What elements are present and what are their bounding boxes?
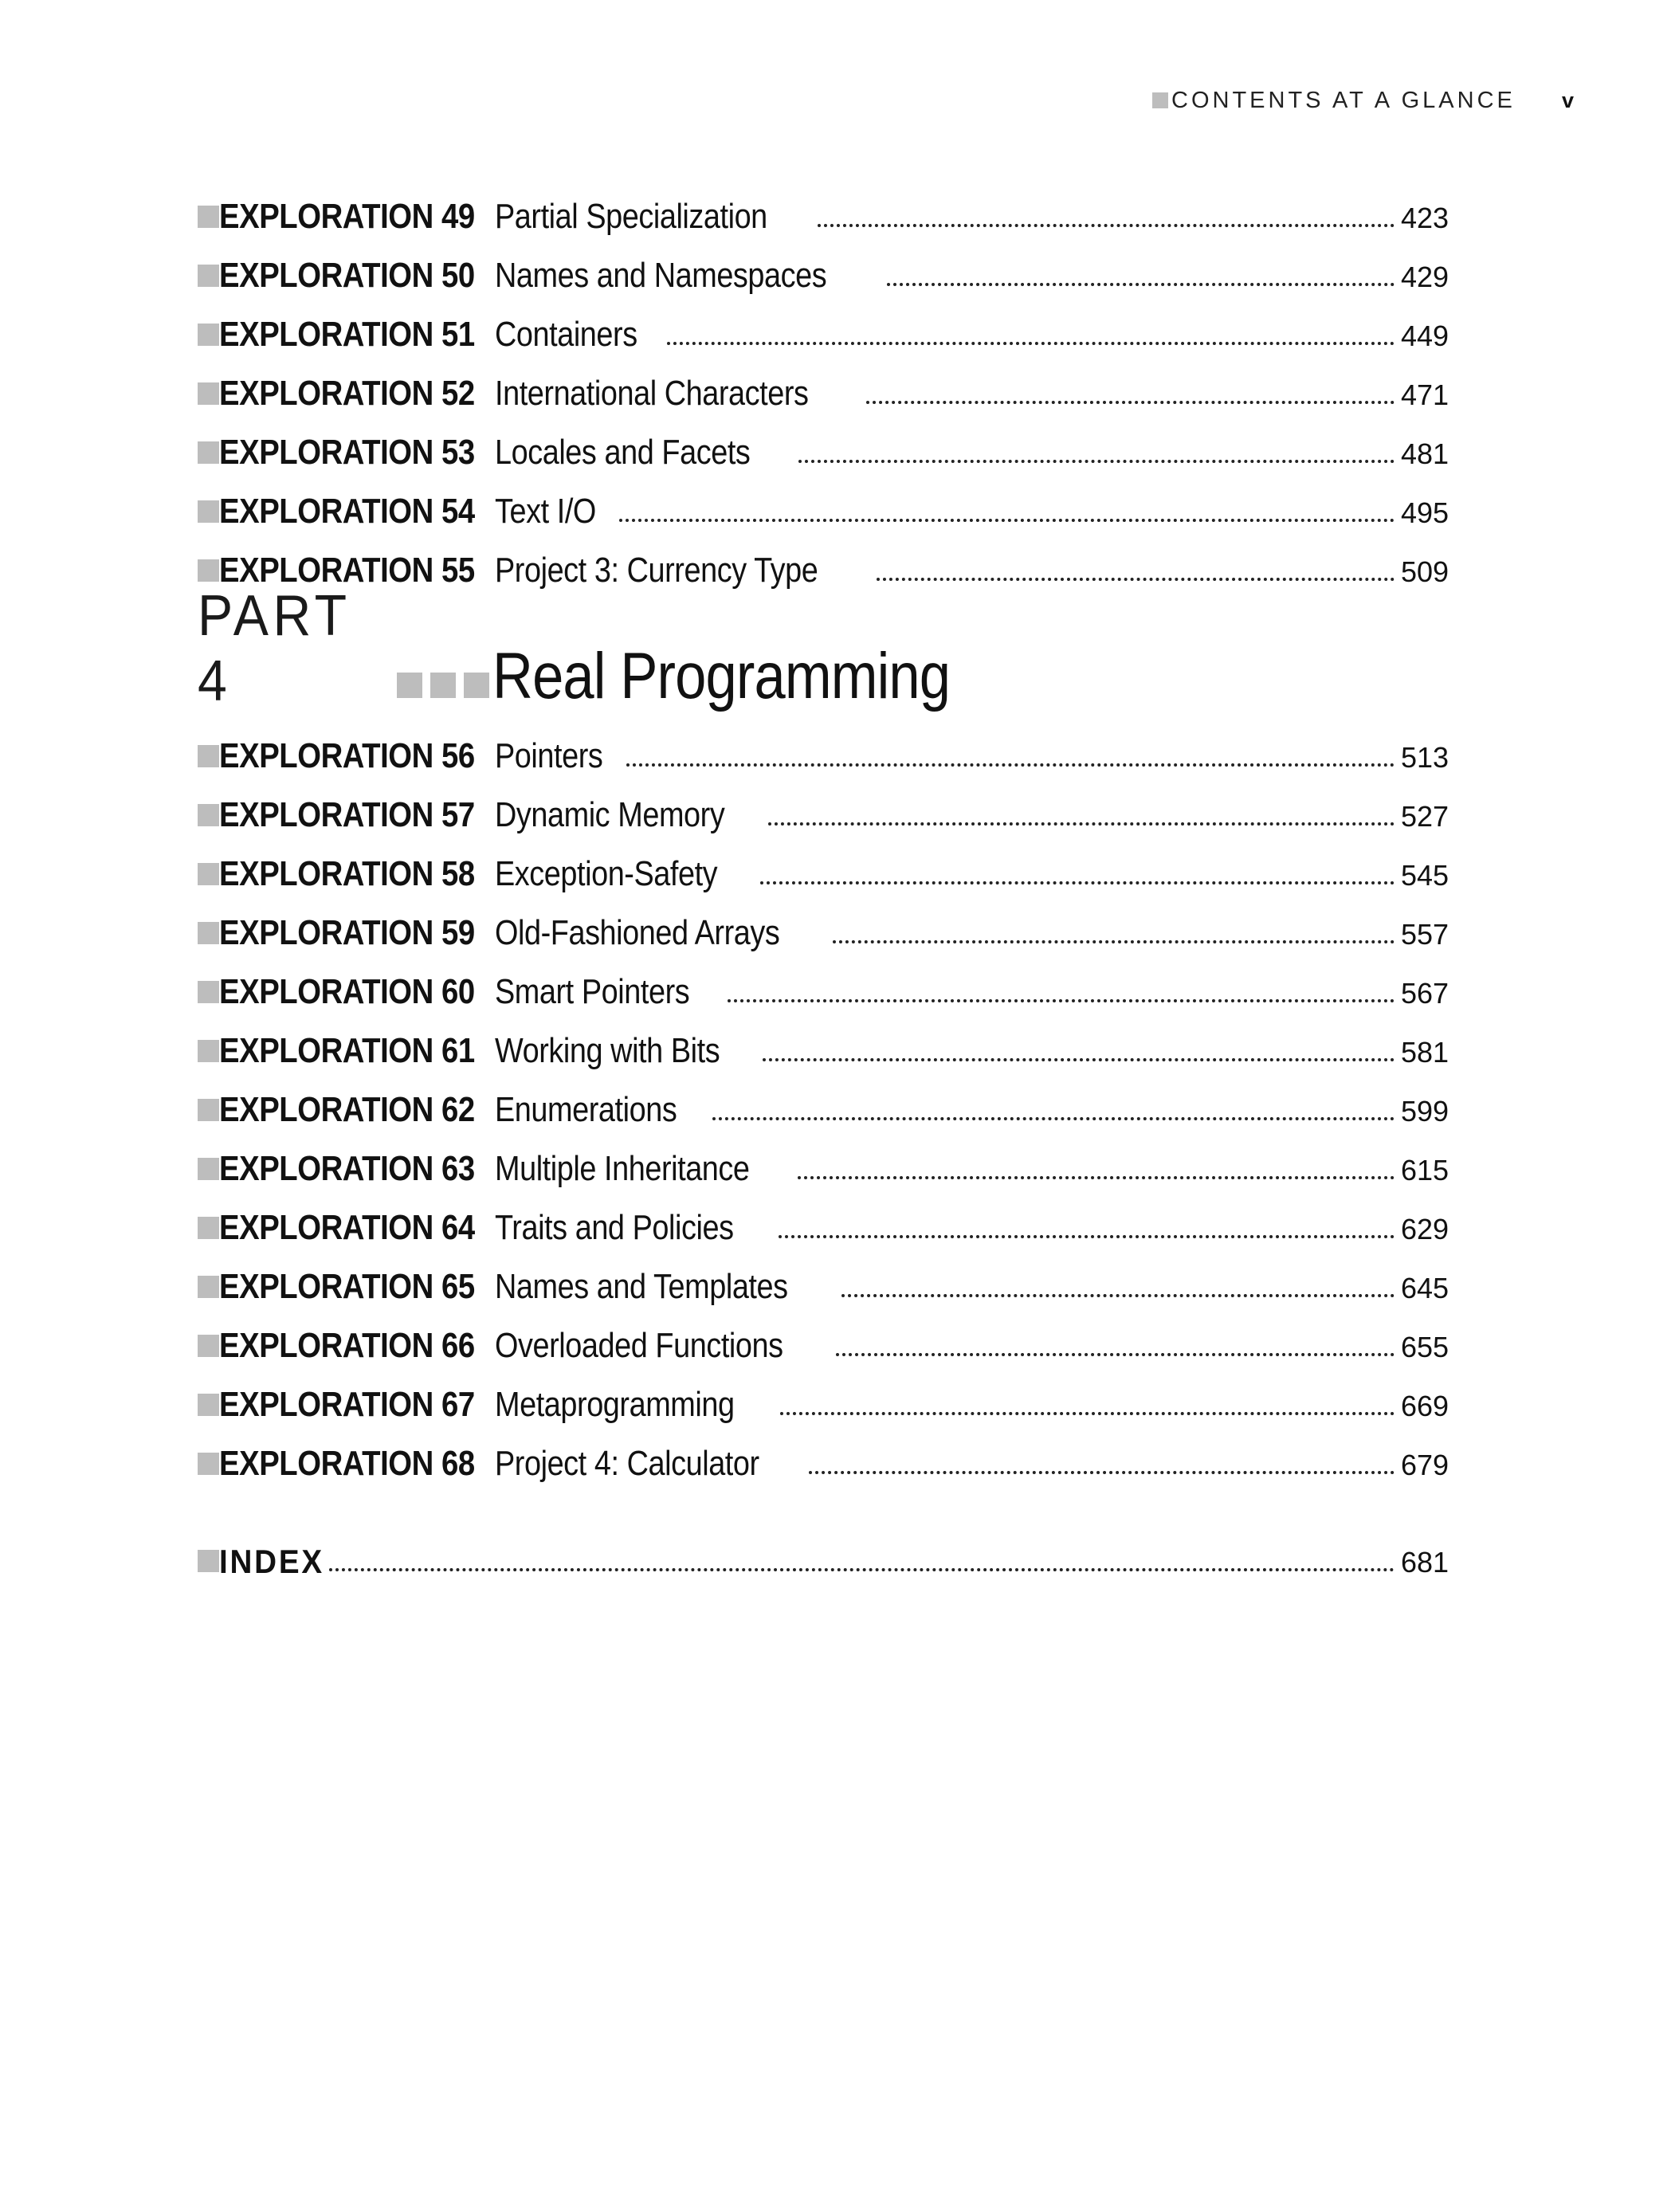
entry-label: EXPLORATION 59 bbox=[219, 913, 475, 952]
toc-entry[interactable] bbox=[198, 1085, 1447, 1130]
square-bullet-icon bbox=[1152, 92, 1168, 108]
entry-title[interactable]: Traits and Policies bbox=[495, 1208, 734, 1247]
entry-title[interactable]: Old-Fashioned Arrays bbox=[495, 913, 780, 952]
square-bullet-icon bbox=[397, 673, 422, 698]
square-bullet-icon bbox=[198, 1158, 219, 1180]
entry-label: EXPLORATION 52 bbox=[219, 374, 475, 413]
dot-leader bbox=[809, 1471, 1395, 1474]
dot-leader bbox=[779, 1235, 1395, 1238]
square-bullet-icon bbox=[198, 1335, 219, 1357]
square-bullet-icon bbox=[430, 673, 456, 698]
toc-entry[interactable] bbox=[198, 251, 1447, 296]
toc-entry[interactable] bbox=[198, 310, 1447, 355]
square-bullet-icon bbox=[198, 1276, 219, 1298]
square-bullet-icon bbox=[198, 1394, 219, 1416]
dot-leader bbox=[763, 1058, 1395, 1061]
entry-label: EXPLORATION 53 bbox=[219, 433, 475, 472]
dot-leader bbox=[780, 1412, 1395, 1415]
square-bullet-icon bbox=[198, 324, 219, 346]
square-bullet-icon bbox=[198, 981, 219, 1003]
toc-entry[interactable] bbox=[198, 1144, 1447, 1189]
entry-title[interactable]: Smart Pointers bbox=[495, 972, 690, 1011]
dot-leader bbox=[836, 1353, 1395, 1356]
entry-title[interactable]: Multiple Inheritance bbox=[495, 1149, 750, 1188]
entry-page: 449 bbox=[1401, 320, 1449, 352]
square-bullet-icon bbox=[198, 922, 219, 944]
square-bullet-icon bbox=[198, 1453, 219, 1475]
dot-leader bbox=[768, 822, 1395, 826]
entry-page: 429 bbox=[1401, 261, 1449, 293]
entry-title[interactable]: Project 4: Calculator bbox=[495, 1444, 759, 1483]
entry-page: 545 bbox=[1401, 859, 1449, 892]
dot-leader bbox=[798, 460, 1395, 463]
square-bullet-icon bbox=[198, 265, 219, 287]
entry-page: 669 bbox=[1401, 1390, 1449, 1422]
index-page: 681 bbox=[1401, 1546, 1449, 1579]
dot-leader bbox=[818, 224, 1395, 227]
dot-leader bbox=[841, 1294, 1395, 1297]
dot-leader bbox=[728, 999, 1395, 1002]
entry-label: EXPLORATION 57 bbox=[219, 795, 475, 834]
index-label[interactable]: INDEX bbox=[219, 1543, 324, 1580]
entry-page: 471 bbox=[1401, 378, 1449, 411]
entry-title[interactable]: Names and Namespaces bbox=[495, 256, 827, 295]
entry-label: EXPLORATION 66 bbox=[219, 1326, 475, 1365]
toc-entry[interactable] bbox=[198, 1203, 1447, 1248]
square-bullet-icon bbox=[198, 500, 219, 523]
toc-index-entry[interactable] bbox=[198, 1536, 1447, 1581]
entry-page: 513 bbox=[1401, 741, 1449, 774]
toc-entry[interactable] bbox=[198, 731, 1447, 776]
entry-page: 495 bbox=[1401, 496, 1449, 529]
toc-entry[interactable] bbox=[198, 849, 1447, 894]
dot-leader bbox=[619, 519, 1395, 522]
entry-title[interactable]: Working with Bits bbox=[495, 1031, 720, 1070]
toc-entry[interactable] bbox=[198, 1026, 1447, 1071]
part-title: Real Programming bbox=[492, 640, 951, 712]
entry-page: 423 bbox=[1401, 202, 1449, 234]
toc-entry[interactable] bbox=[198, 790, 1447, 835]
entry-title[interactable]: Names and Templates bbox=[495, 1267, 788, 1306]
page-folio: v bbox=[1562, 88, 1575, 112]
entry-label: EXPLORATION 49 bbox=[219, 197, 475, 236]
entry-label: EXPLORATION 51 bbox=[219, 315, 475, 354]
entry-title[interactable]: Containers bbox=[495, 315, 637, 354]
entry-title[interactable]: Text I/O bbox=[495, 492, 596, 531]
entry-label: EXPLORATION 63 bbox=[219, 1149, 475, 1188]
entry-title[interactable]: International Characters bbox=[495, 374, 809, 413]
entry-label: EXPLORATION 50 bbox=[219, 256, 475, 295]
dot-leader bbox=[887, 283, 1395, 286]
square-bullet-icon bbox=[198, 559, 219, 582]
square-bullet-icon bbox=[198, 863, 219, 885]
entry-label: EXPLORATION 56 bbox=[219, 736, 475, 775]
entry-page: 679 bbox=[1401, 1449, 1449, 1481]
entry-title[interactable]: Exception-Safety bbox=[495, 854, 718, 893]
dot-leader bbox=[626, 763, 1395, 767]
entry-title[interactable]: Overloaded Functions bbox=[495, 1326, 783, 1365]
square-bullet-icon bbox=[198, 1550, 219, 1572]
entry-page: 567 bbox=[1401, 977, 1449, 1010]
entry-page: 615 bbox=[1401, 1154, 1449, 1186]
square-bullet-icon bbox=[464, 673, 489, 698]
entry-page: 645 bbox=[1401, 1272, 1449, 1304]
toc-entry[interactable] bbox=[198, 1380, 1447, 1425]
running-head-text: CONTENTS AT A GLANCE bbox=[1171, 87, 1516, 113]
square-bullet-icon bbox=[198, 1099, 219, 1121]
entry-page: 557 bbox=[1401, 918, 1449, 951]
entry-title[interactable]: Partial Specialization bbox=[495, 197, 767, 236]
entry-page: 509 bbox=[1401, 555, 1449, 588]
toc-entry[interactable] bbox=[198, 908, 1447, 953]
toc-entry[interactable] bbox=[198, 487, 1447, 531]
square-bullet-icon bbox=[198, 1040, 219, 1062]
toc-entry[interactable] bbox=[198, 546, 1447, 590]
entry-page: 527 bbox=[1401, 800, 1449, 833]
entry-label: EXPLORATION 68 bbox=[219, 1444, 475, 1483]
part-heading bbox=[198, 584, 1025, 714]
entry-label: EXPLORATION 60 bbox=[219, 972, 475, 1011]
dot-leader bbox=[798, 1176, 1395, 1179]
entry-page: 481 bbox=[1401, 437, 1449, 470]
entry-title[interactable]: Project 3: Currency Type bbox=[495, 551, 818, 590]
entry-label: EXPLORATION 58 bbox=[219, 854, 475, 893]
entry-title[interactable]: Enumerations bbox=[495, 1090, 677, 1129]
entry-title[interactable]: Pointers bbox=[495, 736, 603, 775]
toc-entry[interactable] bbox=[198, 967, 1447, 1012]
part-divider bbox=[397, 673, 489, 698]
toc-entry[interactable] bbox=[198, 428, 1447, 473]
dot-leader bbox=[866, 401, 1395, 404]
dot-leader bbox=[833, 940, 1395, 943]
entry-label: EXPLORATION 65 bbox=[219, 1267, 475, 1306]
square-bullet-icon bbox=[198, 206, 219, 228]
entry-label: EXPLORATION 62 bbox=[219, 1090, 475, 1129]
entry-label: EXPLORATION 61 bbox=[219, 1031, 475, 1070]
dot-leader bbox=[329, 1568, 1395, 1571]
entry-label: EXPLORATION 67 bbox=[219, 1385, 475, 1424]
square-bullet-icon bbox=[198, 804, 219, 826]
toc-entry[interactable] bbox=[198, 192, 1447, 237]
dot-leader bbox=[760, 881, 1395, 884]
toc-entry[interactable] bbox=[198, 1439, 1447, 1484]
entry-label: EXPLORATION 54 bbox=[219, 492, 475, 531]
entry-title[interactable]: Dynamic Memory bbox=[495, 795, 725, 834]
square-bullet-icon bbox=[198, 745, 219, 767]
toc-entry[interactable] bbox=[198, 1262, 1447, 1307]
dot-leader bbox=[712, 1117, 1395, 1120]
entry-page: 655 bbox=[1401, 1331, 1449, 1363]
entry-label: EXPLORATION 55 bbox=[219, 551, 475, 590]
entry-page: 599 bbox=[1401, 1095, 1449, 1128]
dot-leader bbox=[667, 342, 1395, 345]
toc-entry[interactable] bbox=[198, 1321, 1447, 1366]
entry-label: EXPLORATION 64 bbox=[219, 1208, 475, 1247]
square-bullet-icon bbox=[198, 382, 219, 405]
running-head bbox=[1152, 86, 1567, 115]
square-bullet-icon bbox=[198, 1217, 219, 1239]
entry-title[interactable]: Metaprogramming bbox=[495, 1385, 735, 1424]
part-label: PART 4 bbox=[198, 584, 351, 713]
toc-entry[interactable] bbox=[198, 369, 1447, 414]
entry-title[interactable]: Locales and Facets bbox=[495, 433, 751, 472]
square-bullet-icon bbox=[198, 441, 219, 464]
dot-leader bbox=[877, 578, 1395, 581]
entry-page: 629 bbox=[1401, 1213, 1449, 1245]
entry-page: 581 bbox=[1401, 1036, 1449, 1069]
